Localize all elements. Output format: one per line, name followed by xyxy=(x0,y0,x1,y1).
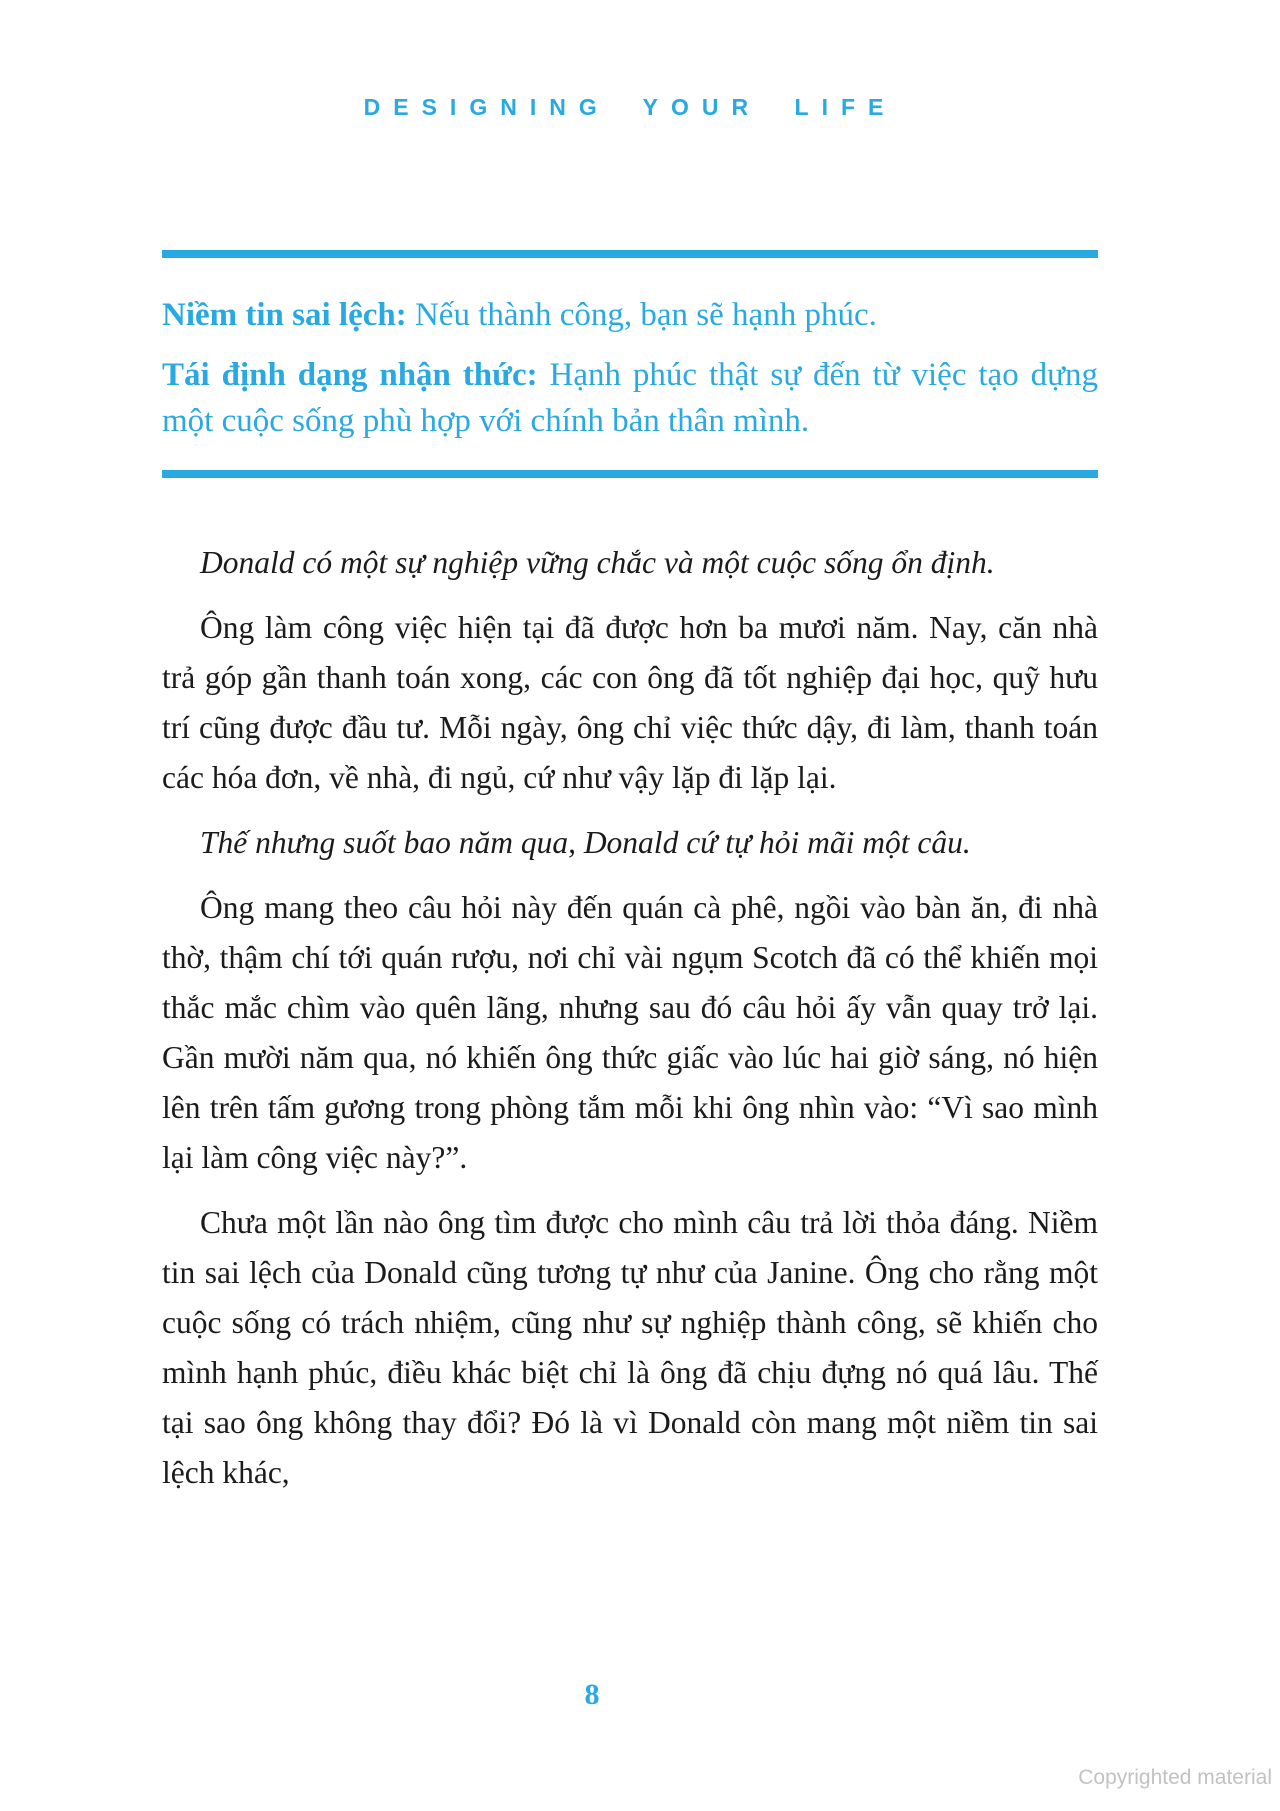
reframe xyxy=(162,352,1098,444)
dysfunctional-belief-label: Niềm tin sai lệch: xyxy=(162,297,407,333)
belief-reframe-callout xyxy=(162,250,1098,478)
reframe-label: Tái định dạng nhận thức: xyxy=(162,357,538,393)
page-number: 8 xyxy=(584,1678,600,1711)
paragraph: Ông làm công việc hiện tại đã được hơn ba mươi năm. Nay, căn nhà trả góp gần thanh toán xong, các con ông đã tốt nghiệp đại học, quỹ hưu trí cũng được đầu tư. Mỗi ngày, ông chỉ việc thức dậy, đi làm, thanh toán các hóa đơn, về nhà, đi ngủ, cứ như vậy lặp đi lặp lại. xyxy=(162,610,1098,795)
paragraph: Ông mang theo câu hỏi này đến quán cà phê, ngồi vào bàn ăn, đi nhà thờ, thậm chí tới quán rượu, nơi chỉ vài ngụm Scotch đã có thể khiến mọi thắc mắc chìm vào quên lãng, nhưng sau đó câu hỏi ấy vẫn quay trở lại. Gần mười năm qua, nó khiến ông thức giấc vào lúc hai giờ sáng, nó hiện lên trên tấm gương trong phòng tắm mỗi khi ông nhìn vào: “Vì sao mình lại làm công việc này?”. xyxy=(162,890,1098,1175)
dysfunctional-belief xyxy=(162,292,1098,338)
reframe-text: Hạnh phúc thật sự đến từ việc tạo dựng một cuộc sống phù hợp với chính bản thân mình. xyxy=(162,357,1098,439)
paragraph: Chưa một lần nào ông tìm được cho mình câu trả lời thỏa đáng. Niềm tin sai lệch của Donald cũng tương tự như của Janine. Ông cho rằng một cuộc sống có trách nhiệm, cũng như sự nghiệp thành công, sẽ khiến cho mình hạnh phúc, điều khác biệt chỉ là ông đã chịu đựng nó quá lâu. Thế tại sao ông không thay đổi? Đó là vì Donald còn mang một niềm tin sai lệch khác, xyxy=(162,1205,1098,1490)
paragraph-intro-italic: Donald có một sự nghiệp vững chắc và một cuộc sống ổn định. xyxy=(200,545,995,580)
dysfunctional-belief-text: Nếu thành công, bạn sẽ hạnh phúc. xyxy=(414,297,877,333)
book-title: DESIGNING YOUR LIFE xyxy=(363,94,897,120)
paragraph-italic: Thế nhưng suốt bao năm qua, Donald cứ tự hỏi mãi một câu. xyxy=(200,825,971,860)
running-head xyxy=(162,94,1098,121)
page-body xyxy=(162,538,1098,1498)
copyright-notice: Copyrighted material xyxy=(1078,1766,1272,1789)
